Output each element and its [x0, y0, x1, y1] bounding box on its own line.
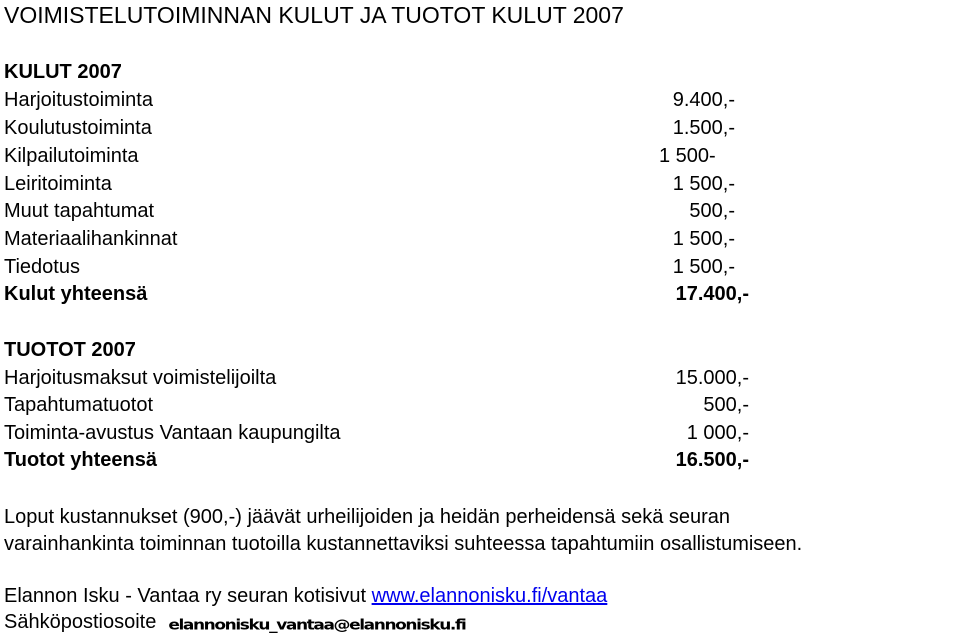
cost-label: Leiritoiminta: [4, 173, 112, 195]
income-total-amount: 16.500,-: [675, 449, 749, 471]
cost-amount: 1 500,-: [672, 256, 735, 278]
costs-heading: KULUT 2007: [4, 61, 122, 83]
income-total-label: Tuotot yhteensä: [4, 449, 157, 471]
income-label: Tapahtumatuotot: [4, 394, 153, 416]
income-amount: 500,-: [703, 394, 749, 416]
cost-amount: 1.500,-: [672, 117, 735, 139]
income-amount: 15.000,-: [675, 367, 749, 389]
cost-label: Muut tapahtumat: [4, 200, 155, 222]
income-label: Toiminta-avustus Vantaan kaupungilta: [4, 422, 341, 444]
cost-amount: 1 500,-: [672, 173, 735, 195]
note-line: Loput kustannukset (900,-) jäävät urheilijoiden ja heidän perheidensä sekä seuran: [4, 506, 731, 528]
cost-label: Koulutustoiminta: [4, 117, 152, 139]
email-address[interactable]: elannonisku_vantaa@elannonisku.fi: [168, 616, 466, 634]
cost-amount: 1 500-: [659, 145, 716, 167]
cost-amount: 500,-: [689, 200, 735, 222]
cost-note: [4, 504, 956, 558]
cost-label: Materiaalihankinnat: [4, 228, 178, 250]
website-label: Elannon Isku - Vantaa ry seuran kotisivut: [4, 585, 367, 607]
note-line: varainhankinta toiminnan tuotoilla kustannettaviksi suhteessa tapahtumiin osallistumiseen.: [4, 533, 803, 555]
document-title: VOIMISTELUTOIMINNAN KULUT JA TUOTOT KULUT 2007: [4, 2, 624, 28]
website-link[interactable]: www.elannonisku.fi/vantaa: [371, 585, 608, 607]
cost-label: Tiedotus: [4, 256, 80, 278]
income-heading: TUOTOT 2007: [4, 339, 136, 361]
costs-total-label: Kulut yhteensä: [4, 283, 148, 305]
income-amount: 1 000,-: [686, 422, 749, 444]
income-label: Harjoitusmaksut voimistelijoilta: [4, 367, 277, 389]
cost-label: Kilpailutoiminta: [4, 145, 139, 167]
website-line: [4, 584, 607, 608]
email-label: Sähköpostiosoite: [4, 611, 157, 633]
email-line: [4, 610, 465, 635]
cost-label: Harjoitustoiminta: [4, 89, 153, 111]
cost-amount: 9.400,-: [672, 89, 735, 111]
costs-total-amount: 17.400,-: [675, 283, 749, 305]
cost-amount: 1 500,-: [672, 228, 735, 250]
